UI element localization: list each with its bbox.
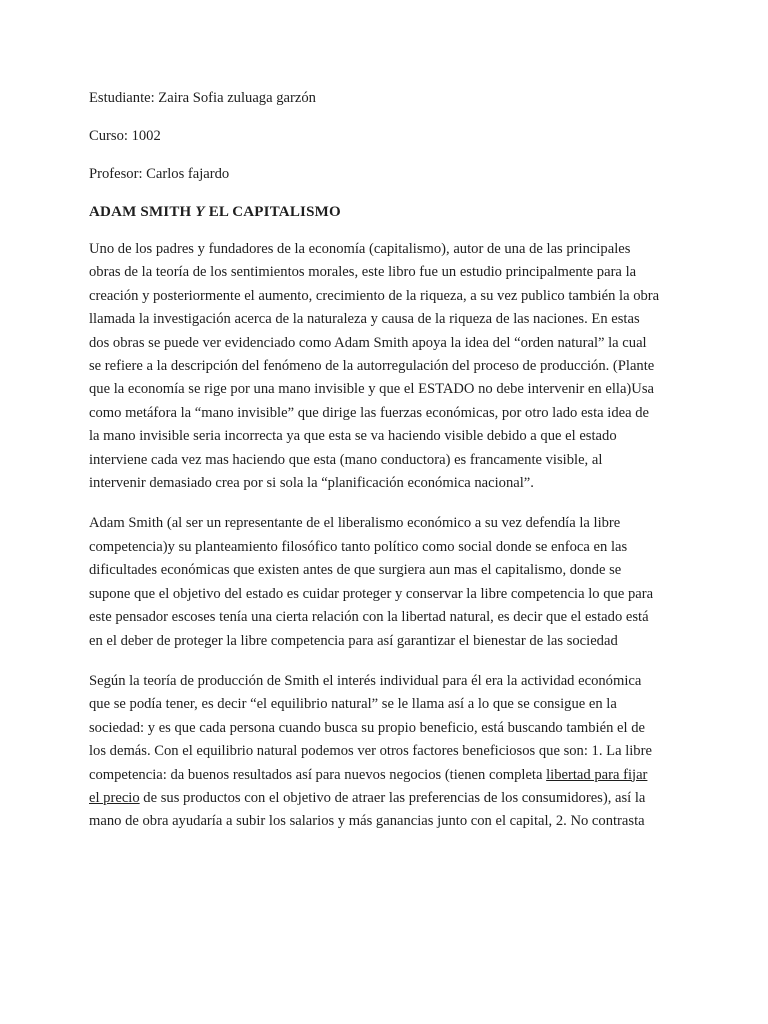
text-line: se refiere a la descripción del fenómeno de la autorregulación del proceso de producción. (Plante bbox=[89, 358, 655, 375]
text-line: que se podía tener, es decir “el equilibrio natural” se le llama así a lo que se consigue en la bbox=[89, 696, 617, 713]
text-line bbox=[89, 787, 692, 810]
text-line: Según la teoría de producción de Smith el interés individual para él era la actividad económica bbox=[89, 672, 642, 689]
teacher-line: Profesor: Carlos fajardo bbox=[89, 166, 230, 182]
text-line: mano de obra ayudaría a subir los salarios y más ganancias junto con el capital, 2. No contrasta bbox=[89, 813, 645, 830]
text-line: los demás. Con el equilibrio natural podemos ver otros factores beneficiosos que son: 1. La libre bbox=[89, 743, 652, 760]
text-line: como metáfora la “mano invisible” que dirige las fuerzas económicas, por otro lado esta idea de bbox=[89, 404, 650, 421]
paragraph-1 bbox=[89, 238, 692, 495]
document-title bbox=[89, 203, 692, 221]
text-line: competencia)y su planteamiento filosófico tanto político como social donde se enfoca en las bbox=[89, 538, 628, 555]
text-segment: de sus productos con el objetivo de atraer las preferencias de los consumidores), así la bbox=[139, 789, 646, 806]
text-line: intervenir demasiado crea por si sola la “planificación económica nacional”. bbox=[89, 475, 534, 492]
text-line: dificultades económicas que existen antes de que surgiera aun mas el capitalismo, donde se bbox=[89, 562, 622, 579]
text-line: dos obras se puede ver evidenciado como Adam Smith apoya la idea del “orden natural” la cual bbox=[89, 334, 647, 351]
underlined-phrase-precio: el precio bbox=[89, 789, 140, 806]
text-line: obras de la teoría de los sentimientos morales, este libro fue un estudio principalmente para la bbox=[89, 264, 637, 281]
text-line bbox=[89, 764, 692, 787]
underlined-phrase-libertad: libertad para fijar bbox=[546, 766, 648, 783]
text-line: Adam Smith (al ser un representante de el liberalismo económico a su vez defendía la libre bbox=[89, 515, 621, 532]
text-line: creación y posteriormente el aumento, crecimiento de la riqueza, a su vez publico también la obra bbox=[89, 287, 660, 304]
text-line: llamada la investigación acerca de la naturaleza y causa de la riqueza de las naciones. En estas bbox=[89, 311, 640, 328]
title-part-3: EL CAPITALISMO bbox=[204, 204, 341, 220]
paragraph-3 bbox=[89, 670, 692, 834]
text-line: Uno de los padres y fundadores de la economía (capitalismo), autor de una de las principales bbox=[89, 241, 631, 257]
title-part-2: Y bbox=[195, 204, 205, 220]
student-line: Estudiante: Zaira Sofia zuluaga garzón bbox=[89, 90, 316, 106]
text-line: la mano invisible seria incorrecta ya que esta se va haciendo visible debido a que el estado bbox=[89, 428, 617, 445]
text-segment: competencia: da buenos resultados así para nuevos negocios (tienen completa bbox=[89, 766, 547, 783]
text-line: este pensador escoses tenía una cierta relación con la libertad natural, es decir que el estado está bbox=[89, 609, 649, 626]
text-line: en el deber de proteger la libre competencia para así garantizar el bienestar de las sociedad bbox=[89, 632, 618, 649]
course-line: Curso: 1002 bbox=[89, 128, 161, 144]
text-line: sociedad: y es que cada persona cuando busca su propio beneficio, está buscando también el de bbox=[89, 719, 645, 736]
title-part-1: ADAM SMITH bbox=[89, 204, 196, 220]
paragraph-2 bbox=[89, 512, 692, 652]
text-line: interviene cada vez mas haciendo que esta (mano conductora) es francamente visible, al bbox=[89, 451, 603, 468]
text-line: que la economía se rige por una mano invisible y que el ESTADO no debe intervenir en ella)Usa bbox=[89, 381, 654, 398]
text-line: supone que el objetivo del estado es cuidar proteger y conservar la libre competencia lo que para bbox=[89, 585, 654, 602]
